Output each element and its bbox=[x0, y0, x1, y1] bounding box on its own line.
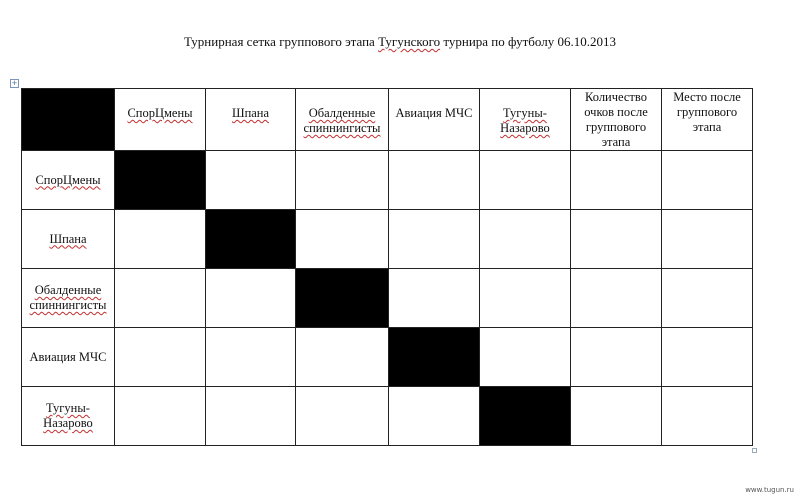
diagonal-cell bbox=[389, 328, 480, 387]
result-cell[interactable] bbox=[296, 151, 389, 210]
place-cell[interactable] bbox=[662, 210, 753, 269]
result-cell[interactable] bbox=[480, 328, 571, 387]
result-cell[interactable] bbox=[480, 151, 571, 210]
row-header-team: СпорЦмены bbox=[22, 151, 115, 210]
corner-cell bbox=[22, 89, 115, 151]
table-row bbox=[22, 269, 753, 328]
result-cell[interactable] bbox=[206, 328, 296, 387]
row-header-team: Авиация МЧС bbox=[22, 328, 115, 387]
place-cell[interactable] bbox=[662, 151, 753, 210]
row-header-team: Тугуны-Назарово bbox=[22, 387, 115, 446]
result-cell[interactable] bbox=[480, 210, 571, 269]
diagonal-cell bbox=[206, 210, 296, 269]
result-cell[interactable] bbox=[389, 269, 480, 328]
tournament-grid-table bbox=[21, 88, 753, 446]
title-highlight-word: Тугунского bbox=[378, 34, 441, 49]
result-cell[interactable] bbox=[296, 210, 389, 269]
place-cell[interactable] bbox=[662, 328, 753, 387]
points-cell[interactable] bbox=[571, 210, 662, 269]
table-row bbox=[22, 151, 753, 210]
table-move-handle-icon[interactable]: + bbox=[11, 79, 18, 87]
place-cell[interactable] bbox=[662, 387, 753, 446]
result-cell[interactable] bbox=[115, 269, 206, 328]
column-header-team: Обалденные спиннингисты bbox=[296, 89, 389, 151]
result-cell[interactable] bbox=[115, 328, 206, 387]
result-cell[interactable] bbox=[389, 387, 480, 446]
result-cell[interactable] bbox=[115, 210, 206, 269]
table-resize-handle[interactable] bbox=[752, 448, 757, 453]
result-cell[interactable] bbox=[206, 387, 296, 446]
result-cell[interactable] bbox=[480, 269, 571, 328]
result-cell[interactable] bbox=[115, 387, 206, 446]
column-header-team: СпорЦмены bbox=[115, 89, 206, 151]
watermark: www.tugun.ru bbox=[745, 486, 794, 494]
diagonal-cell bbox=[480, 387, 571, 446]
diagonal-cell bbox=[115, 151, 206, 210]
diagonal-cell bbox=[296, 269, 389, 328]
column-header-team: Шпана bbox=[206, 89, 296, 151]
points-cell[interactable] bbox=[571, 387, 662, 446]
column-header-team: Авиация МЧС bbox=[389, 89, 480, 151]
points-cell[interactable] bbox=[571, 151, 662, 210]
points-cell[interactable] bbox=[571, 328, 662, 387]
document-title: Турнирная сетка группового этапа Тугунского турнира по футболу 06.10.2013 bbox=[184, 34, 616, 49]
points-cell[interactable] bbox=[571, 269, 662, 328]
result-cell[interactable] bbox=[206, 269, 296, 328]
result-cell[interactable] bbox=[296, 328, 389, 387]
result-cell[interactable] bbox=[206, 151, 296, 210]
result-cell[interactable] bbox=[296, 387, 389, 446]
result-cell[interactable] bbox=[389, 151, 480, 210]
row-header-team: Шпана bbox=[22, 210, 115, 269]
row-header-team: Обалденные спиннингисты bbox=[22, 269, 115, 328]
column-header-team: Тугуны-Назарово bbox=[480, 89, 571, 151]
points-column-header: Количество очков после группового этапа bbox=[571, 89, 662, 151]
table-row bbox=[22, 387, 753, 446]
place-cell[interactable] bbox=[662, 269, 753, 328]
result-cell[interactable] bbox=[389, 210, 480, 269]
table-row bbox=[22, 328, 753, 387]
place-column-header: Место после группового этапа bbox=[662, 89, 753, 151]
table-row bbox=[22, 210, 753, 269]
header-row bbox=[22, 89, 753, 151]
